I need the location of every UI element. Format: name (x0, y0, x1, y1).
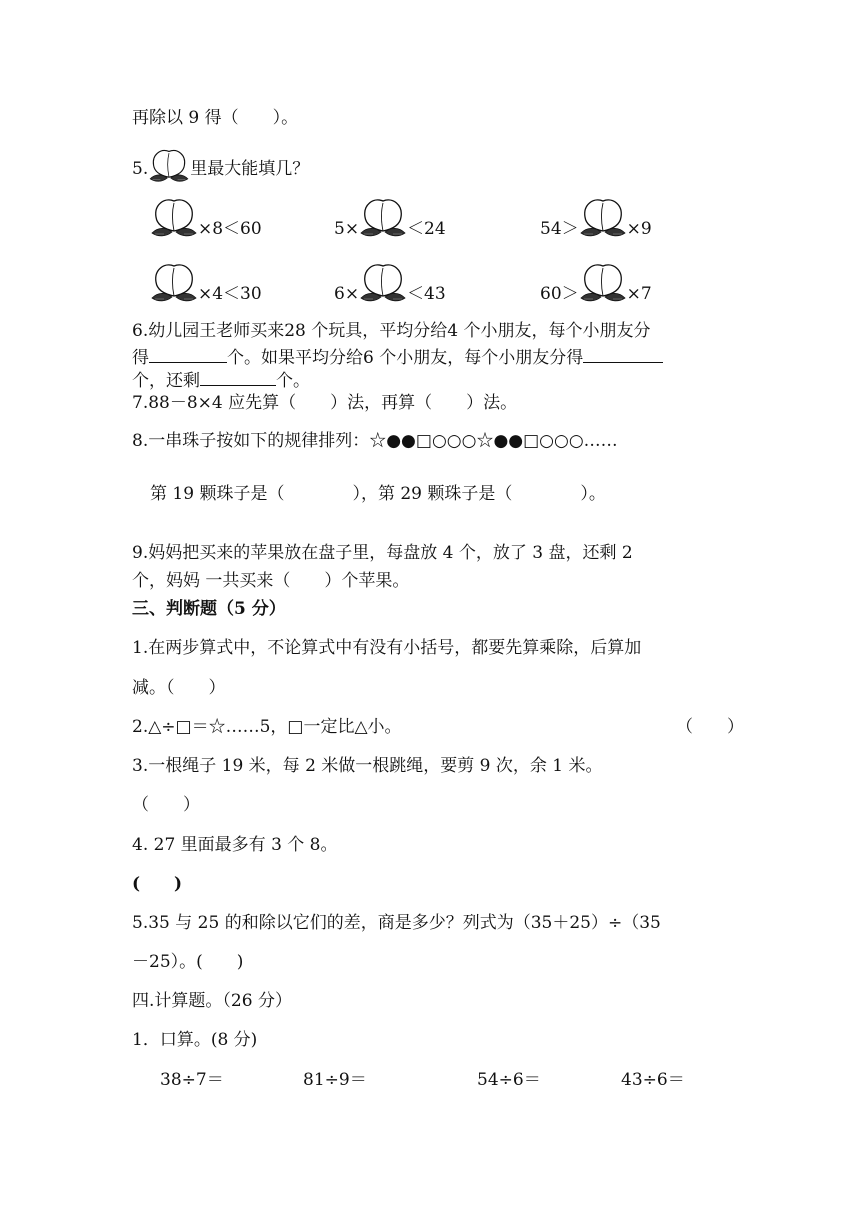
oral-calc-item: 43÷6＝ (621, 1070, 685, 1090)
answer-blank[interactable] (149, 344, 227, 363)
peach-inequality-1: ×8＜60 (150, 193, 262, 241)
question-5-header (132, 148, 309, 180)
question-5-number: 5. (132, 159, 149, 179)
oral-calc-item: 81÷9＝ (303, 1070, 367, 1090)
judge-answer-paren[interactable]: ( ) (132, 874, 183, 894)
peach-icon (150, 195, 198, 241)
question-7: 7.88－8×4 应先算（ ）法，再算（ ）法。 (132, 393, 518, 413)
answer-blank[interactable] (200, 367, 276, 386)
section-heading-calc: 四.计算题。（26 分） (132, 991, 292, 1011)
judge-question-1-line-2: 减。（ ） (132, 678, 226, 698)
question-6-line-2: 得 个。如果平均分给6 个小朋友，每个小朋友分得 (132, 344, 663, 369)
peach-icon (150, 260, 198, 306)
question-5-text: 里最大能填几？ (190, 159, 310, 179)
peach-inequality-4: ×4＜30 (150, 258, 262, 306)
peach-inequality-2: 5× ＜24 (334, 193, 446, 241)
oral-calc-item: 54÷6＝ (477, 1070, 541, 1090)
question-9-line-2: 个，妈妈 一共买来（ ）个苹果。 (132, 571, 410, 591)
peach-icon (579, 260, 627, 306)
judge-question-2: 2.△÷□＝☆……5，□一定比△小。 (132, 717, 402, 737)
answer-blank[interactable] (583, 344, 663, 363)
question-8-line-2: 第 19 颗珠子是（ ），第 29 颗珠子是（ ）。 (150, 484, 606, 504)
peach-icon (359, 260, 407, 306)
question-8-line-1: 8.一串珠子按如下的规律排列：☆●●□○○○☆●●□○○○…… (132, 431, 618, 451)
question-6-line-3: 个，还剩 个。 (132, 367, 310, 392)
peach-inequality-6: 60＞ ×7 (540, 258, 652, 306)
question-4-tail: 再除以 9 得（ ）。 (132, 108, 299, 128)
peach-icon (579, 195, 627, 241)
peach-inequality-5: 6× ＜43 (334, 258, 446, 306)
question-6-line-1: 6.幼儿园王老师买来28 个玩具，平均分给4 个小朋友，每个小朋友分 (132, 321, 651, 341)
peach-icon (359, 195, 407, 241)
oral-calc-item: 38÷7＝ (160, 1070, 224, 1090)
judge-question-5-line-2: －25）。( ) (132, 952, 244, 972)
judge-answer-paren[interactable]: （ ） (132, 795, 200, 815)
judge-answer-paren[interactable]: （ ） (676, 717, 744, 737)
peach-icon (148, 148, 190, 184)
judge-question-1-line-1: 1.在两步算式中，不论算式中有没有小括号，都要先算乘除，后算加 (132, 638, 642, 658)
peach-inequality-3: 54＞ ×9 (540, 193, 652, 241)
judge-question-4: 4. 27 里面最多有 3 个 8。 (132, 835, 338, 855)
judge-question-5-line-1: 5.35 与 25 的和除以它们的差，商是多少？列式为（35＋25）÷（35 (132, 913, 661, 933)
question-9-line-1: 9.妈妈把买来的苹果放在盘子里，每盘放 4 个，放了 3 盘，还剩 2 (132, 543, 633, 563)
section-heading-judge: 三、判断题（5 分） (132, 599, 286, 619)
judge-question-3: 3.一根绳子 19 米，每 2 米做一根跳绳，要剪 9 次，余 1 米。 (132, 756, 603, 776)
calc-subheading-oral: 1．口算。(8 分) (132, 1030, 258, 1050)
